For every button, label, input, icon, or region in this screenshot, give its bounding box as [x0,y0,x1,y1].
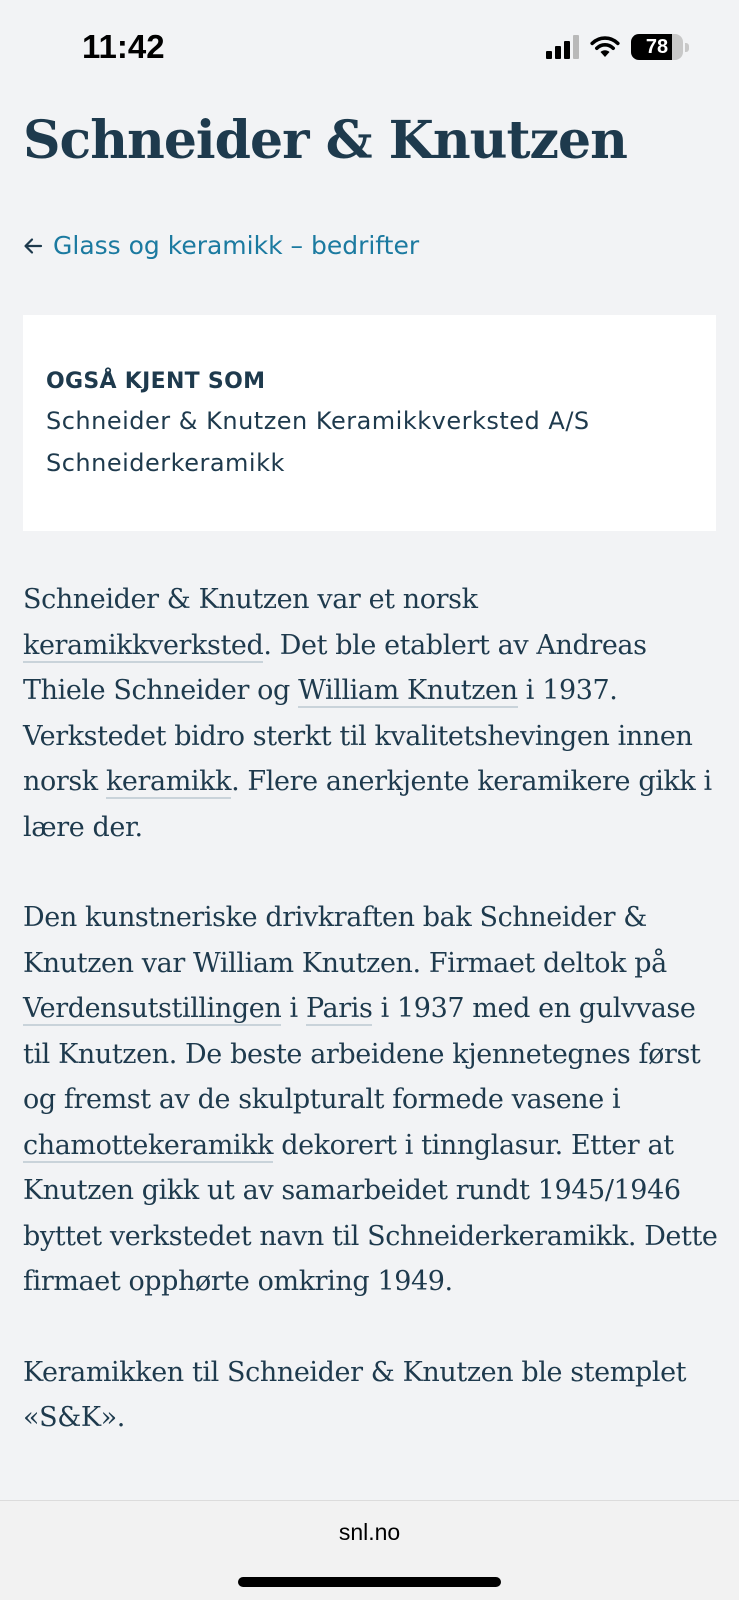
text-span: i [281,993,306,1024]
article-paragraph [23,895,723,1305]
also-known-as-box [23,315,716,531]
article-paragraph [23,1350,723,1441]
link-chamottekeramikk[interactable]: chamottekeramikk [23,1129,274,1161]
text-span: . Det ble etablert av Andreas Thiele Schneider og [23,629,647,706]
back-link-label: Glass og keramikk – bedrifter [53,231,420,260]
link-paris[interactable]: Paris [305,993,373,1024]
text-span: Schneider & Knutzen var et norsk [23,584,478,615]
signal-icon [546,35,579,59]
alias-item: Schneiderkeramikk [46,449,285,477]
text-span: Keramikken til Schneider & Knutzen ble stemplet «S&K». [23,1356,687,1433]
link-william-knutzen[interactable]: William Knutzen [298,675,518,706]
text-span: . Flere anerkjente keramikere gikk i lære der. [23,766,712,843]
page-title: Schneider & Knutzen [23,110,627,171]
text-span: Den kunstneriske drivkraften bak Schneider & Knutzen var William Knutzen. Firmaet deltok på [23,902,667,979]
battery-level: 78 [645,35,669,58]
text-span: i 1937 med en gulvvase til Knutzen. De beste arbeidene kjennetegnes først og fremst av de skulpturalt formede vasene i [23,993,701,1115]
article-body [23,577,723,1486]
alias-item: Schneider & Knutzen Keramikkverksted A/S [46,407,590,435]
status-time: 11:42 [82,28,165,65]
article-paragraph [23,577,723,850]
link-verdensutstillingen[interactable]: Verdensutstillingen [23,993,282,1024]
arrow-left-icon [23,236,43,256]
text-span: i 1937. Verkstedet bidro sterkt til kvalitetshevingen innen norsk [23,675,693,797]
browser-bottom-bar [0,1500,739,1600]
text-span: dekorert i tinnglasur. Etter at Knutzen gikk ut av samarbeidet rundt 1945/1946 byttet verkstedet navn til Schneiderkeramikk. Dette firmaet opphørte omkring 1949. [23,1129,718,1297]
wifi-icon [589,35,621,59]
status-bar [0,0,739,100]
status-icons [546,34,689,60]
link-keramikk[interactable]: keramikk [105,766,232,797]
link-keramikkverksted[interactable]: keramikkverksted [23,629,264,661]
battery-icon [631,34,683,60]
url-label[interactable]: snl.no [338,1519,401,1545]
home-indicator[interactable] [238,1577,501,1587]
also-known-as-heading: OGSÅ KJENT SOM [46,369,266,394]
back-to-category-link[interactable] [23,231,419,260]
